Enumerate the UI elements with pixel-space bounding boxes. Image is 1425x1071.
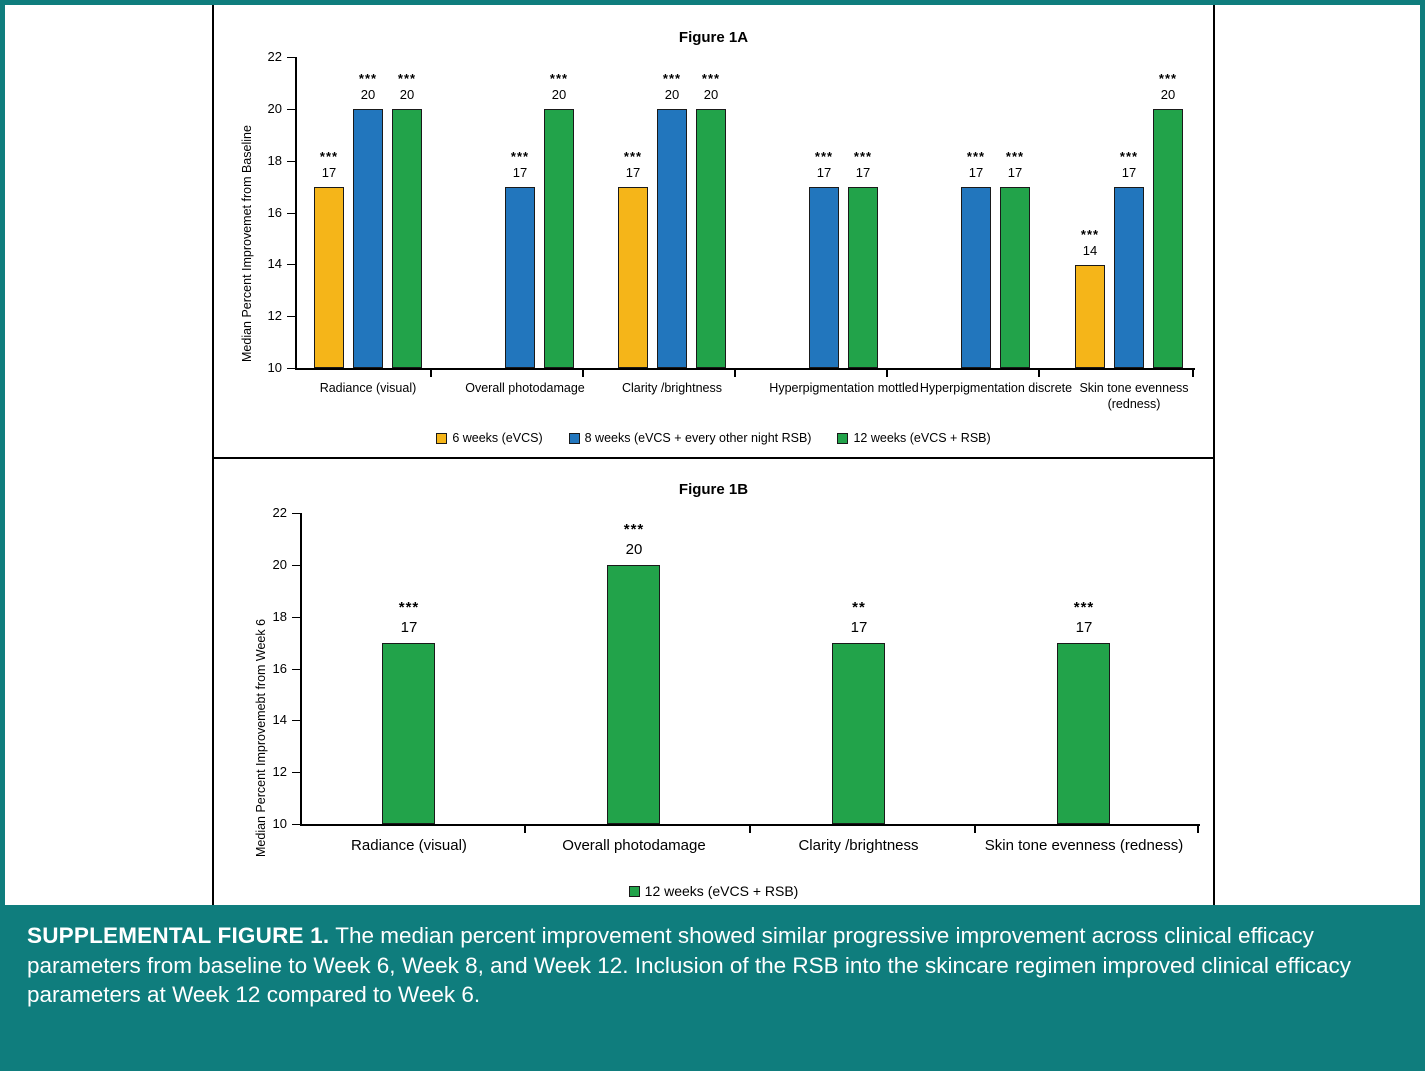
chart-1a-category-label-line2: (redness): [1107, 396, 1161, 411]
chart-1b-ytick: [292, 669, 301, 670]
chart-1a-ytick-label: 10: [267, 360, 282, 375]
chart-1b-category-label: Clarity /brightness: [798, 837, 919, 854]
legend-item-8-weeks: [569, 431, 812, 445]
bar-1a-radiance-8w: [353, 109, 383, 368]
chart-1a-legend: [214, 431, 1213, 445]
bar-significance: ***: [1005, 149, 1025, 164]
chart-1b-group-sep: [749, 824, 751, 833]
figure-caption: [5, 905, 1420, 1066]
chart-1a-category-label: Clarity /brightness: [621, 381, 723, 395]
chart-1a-category-label: [1059, 381, 1209, 412]
chart-1a-group-sep: [1192, 368, 1194, 377]
bar-significance: ***: [319, 149, 339, 164]
chart-figure-1b: [214, 459, 1213, 905]
chart-1a-group-sep: [430, 368, 432, 377]
bar-value: 17: [512, 165, 528, 180]
bar-1a-hyperpig-discrete-12w: [1000, 187, 1030, 368]
chart-1b-ytick-label: 22: [272, 505, 287, 520]
chart-1a-ytick: [287, 316, 296, 317]
bar-1b-skintone-12w: [1057, 643, 1110, 824]
chart-1b-group-sep: [1197, 824, 1199, 833]
legend-swatch-6-weeks: [436, 433, 447, 444]
chart-1a-group-sep: [886, 368, 888, 377]
bar-1a-skintone-6w: [1075, 265, 1105, 368]
chart-1b-ytick-label: 20: [272, 557, 287, 572]
chart-1b-ytick: [292, 772, 301, 773]
bar-significance: ***: [358, 71, 378, 86]
bar-1a-hyperpig-mottled-8w: [809, 187, 839, 368]
bar-significance: ***: [510, 149, 530, 164]
chart-1a-group-sep: [582, 368, 584, 377]
bar-value: 17: [1075, 619, 1093, 636]
bar-significance: ***: [662, 71, 682, 86]
bar-significance: ***: [1073, 599, 1095, 616]
chart-1a-category-label: Hyperpigmentation mottled: [769, 381, 919, 395]
bar-value: 17: [400, 619, 418, 636]
divider-right-vertical: [1213, 5, 1215, 905]
bar-1a-hyperpig-mottled-12w: [848, 187, 878, 368]
bar-value: 20: [625, 541, 643, 558]
legend-label-12-weeks: 12 weeks (eVCS + RSB): [853, 431, 991, 445]
legend-item-12-weeks: [629, 883, 799, 899]
chart-1b-ytick: [292, 617, 301, 618]
bar-value: 17: [321, 165, 337, 180]
legend-item-12-weeks: [837, 431, 990, 445]
bar-1a-skintone-12w: [1153, 109, 1183, 368]
chart-1a-category-label: Overall photodamage: [465, 381, 585, 395]
bar-1b-photodamage-12w: [607, 565, 660, 824]
bar-1a-photodamage-12w: [544, 109, 574, 368]
bar-value: 20: [703, 87, 719, 102]
bar-value: 17: [816, 165, 832, 180]
bar-significance: **: [852, 599, 866, 616]
bar-1a-skintone-8w: [1114, 187, 1144, 368]
chart-1b-ytick: [292, 720, 301, 721]
bar-value: 20: [360, 87, 376, 102]
chart-1a-ytick-label: 16: [267, 205, 282, 220]
bar-value: 17: [968, 165, 984, 180]
chart-1b-group-sep: [974, 824, 976, 833]
bar-1a-clarity-12w: [696, 109, 726, 368]
chart-1a-ytick: [287, 368, 296, 369]
chart-1a-ytick: [287, 161, 296, 162]
chart-1a-ytick: [287, 57, 296, 58]
chart-1a-ytick-label: 22: [267, 49, 282, 64]
legend-item-6-weeks: [436, 431, 542, 445]
bar-value: 20: [1160, 87, 1176, 102]
bar-significance: ***: [966, 149, 986, 164]
bar-significance: ***: [701, 71, 721, 86]
bar-significance: ***: [549, 71, 569, 86]
chart-1a-ytick-label: 12: [267, 308, 282, 323]
chart-1b-category-label: Overall photodamage: [562, 837, 706, 854]
bar-value: 14: [1082, 243, 1098, 258]
chart-1b-ytick: [292, 513, 301, 514]
bar-1a-radiance-12w: [392, 109, 422, 368]
bar-significance: ***: [397, 71, 417, 86]
legend-label-6-weeks: 6 weeks (eVCS): [452, 431, 543, 445]
chart-1a-ytick-label: 20: [267, 101, 282, 116]
bar-significance: ***: [1119, 149, 1139, 164]
bar-significance: ***: [398, 599, 420, 616]
chart-1b-legend: [214, 883, 1213, 899]
chart-1a-group-sep: [1038, 368, 1040, 377]
chart-1a-group-sep: [734, 368, 736, 377]
chart-1b-title: Figure 1B: [678, 481, 749, 498]
bar-1b-radiance-12w: [382, 643, 435, 824]
chart-1a-ylabel: Median Percent Improvemet from Baseline: [240, 125, 254, 362]
bar-value: 20: [399, 87, 415, 102]
chart-1b-ytick-label: 10: [272, 816, 287, 831]
chart-figure-1a: [214, 7, 1213, 457]
bar-value: 17: [850, 619, 868, 636]
bar-value: 20: [551, 87, 567, 102]
chart-1a-ytick-label: 18: [267, 153, 282, 168]
bar-significance: ***: [623, 521, 645, 538]
chart-1a-category-label: Hyperpigmentation discrete: [919, 381, 1073, 395]
bar-significance: ***: [1158, 71, 1178, 86]
bar-significance: ***: [814, 149, 834, 164]
bar-1a-hyperpig-discrete-8w: [961, 187, 991, 368]
bar-value: 20: [664, 87, 680, 102]
chart-1a-ytick: [287, 264, 296, 265]
caption-label: SUPPLEMENTAL FIGURE 1.: [27, 923, 330, 948]
chart-1a-ytick: [287, 213, 296, 214]
chart-1b-ytick-label: 14: [272, 712, 287, 727]
bar-1a-radiance-6w: [314, 187, 344, 368]
charts-area: [5, 5, 1420, 905]
chart-1b-group-sep: [524, 824, 526, 833]
bar-value: 17: [855, 165, 871, 180]
legend-label-8-weeks: 8 weeks (eVCS + every other night RSB): [584, 431, 812, 445]
bar-significance: ***: [623, 149, 643, 164]
bar-significance: ***: [1080, 227, 1100, 242]
chart-1b-ylabel: Median Percent Improvemebt from Week 6: [254, 618, 268, 857]
bar-1b-clarity-12w: [832, 643, 885, 824]
legend-swatch-12-weeks: [837, 433, 848, 444]
chart-1a-title: Figure 1A: [678, 29, 749, 46]
legend-swatch-12-weeks: [629, 886, 640, 897]
chart-1b-ytick: [292, 565, 301, 566]
chart-1b-ytick-label: 12: [272, 764, 287, 779]
chart-1a-category-label-line1: Skin tone evenness: [1079, 381, 1189, 395]
bar-1a-clarity-8w: [657, 109, 687, 368]
chart-1b-category-label: Skin tone evenness (redness): [984, 837, 1184, 854]
caption-text: The median percent improvement showed similar progressive improvement across clinical efficacy parameters from baseline to Week 6, Week 8, and Week 12. Inclusion of the RSB into the skincare regimen improved clinical efficacy parameters at Week 12 compared to Week 6.: [27, 923, 1351, 1008]
chart-1b-category-label: Radiance (visual): [351, 837, 467, 854]
chart-1a-ytick: [287, 109, 296, 110]
bar-value: 17: [1007, 165, 1023, 180]
bar-value: 17: [625, 165, 641, 180]
chart-1a-category-label: Radiance (visual): [319, 381, 417, 395]
bar-value: 17: [1121, 165, 1137, 180]
legend-swatch-8-weeks: [569, 433, 580, 444]
chart-1b-ytick-label: 16: [272, 661, 287, 676]
chart-1b-ytick-label: 18: [272, 609, 287, 624]
chart-1a-ytick-label: 14: [267, 256, 282, 271]
chart-1b-ytick: [292, 824, 301, 825]
legend-label-12-weeks: 12 weeks (eVCS + RSB): [644, 883, 799, 899]
bar-1a-photodamage-8w: [505, 187, 535, 368]
bar-1a-clarity-6w: [618, 187, 648, 368]
bar-significance: ***: [853, 149, 873, 164]
